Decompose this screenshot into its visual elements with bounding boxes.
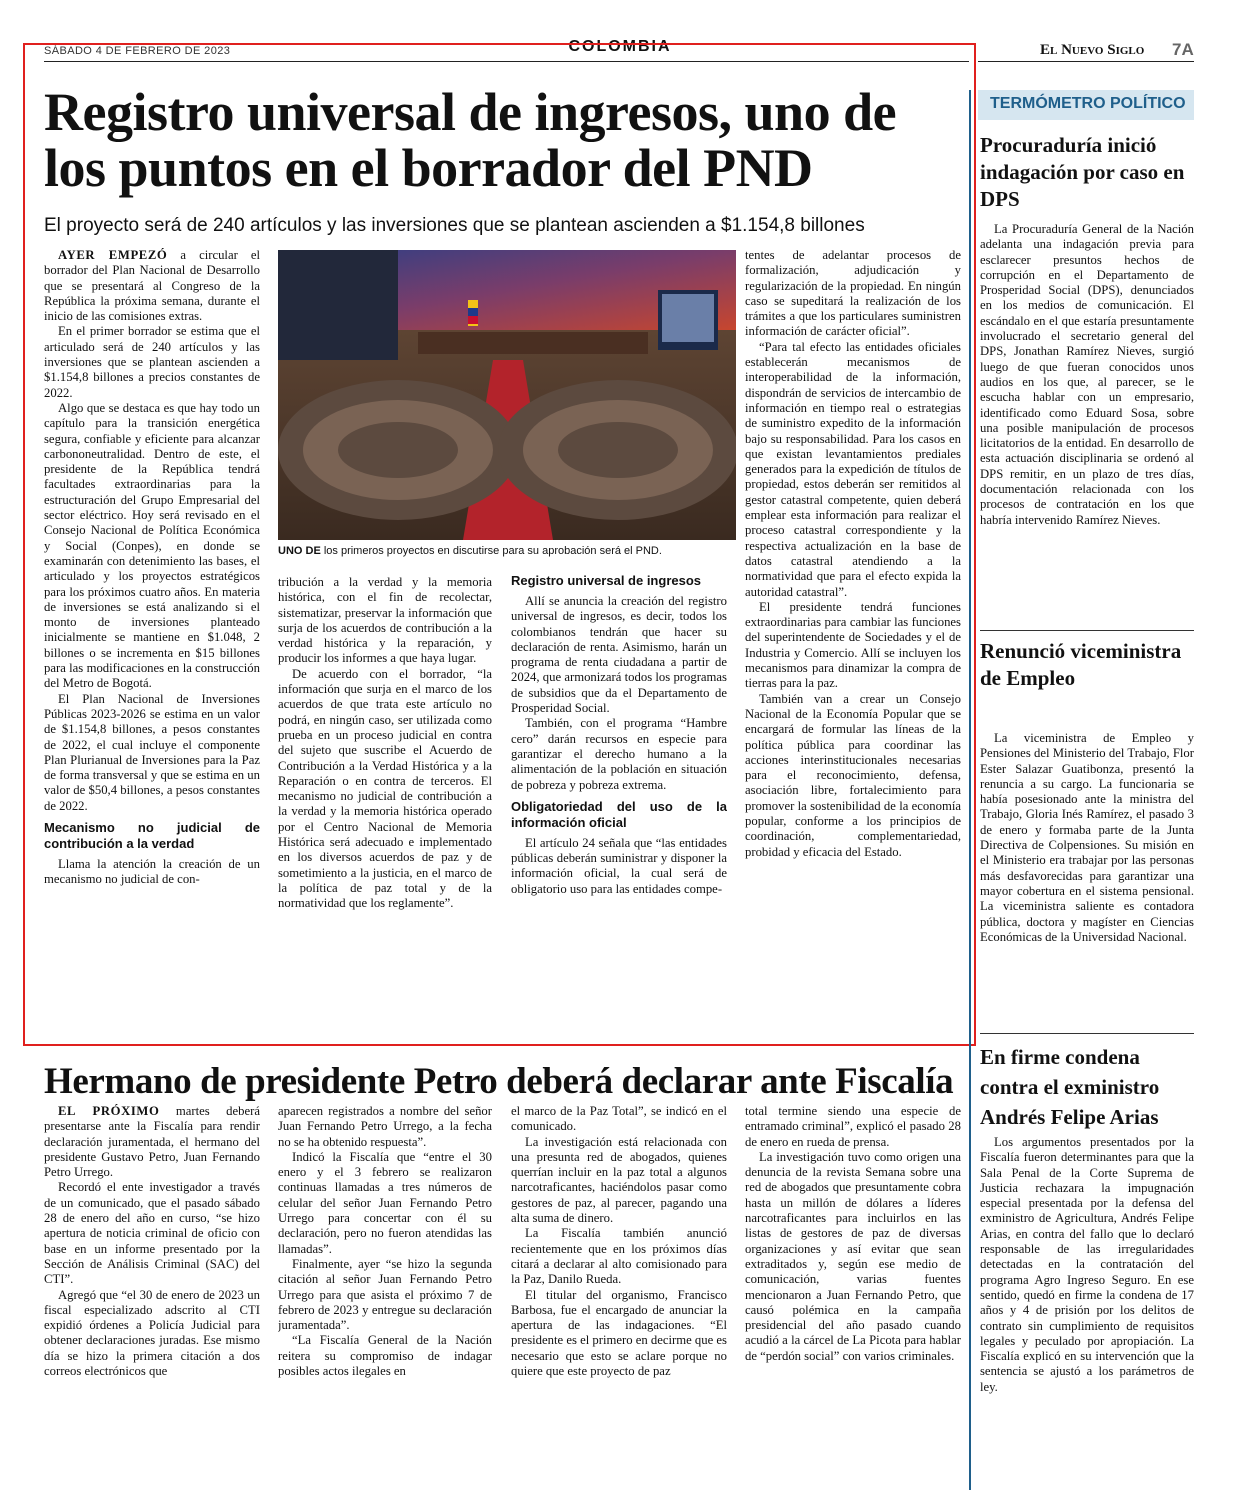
page-number: 7A: [1172, 40, 1194, 59]
section-subhead: Mecanismo no judicial de contribución a la verdad: [44, 819, 260, 851]
paragraph: “La Fiscalía General de la Nación reitera su compromiso de indagar posibles actos ilegales en: [278, 1333, 492, 1379]
paragraph: La investigación tuvo como origen una denuncia de la revista Semana sobre una red de abogados que presuntamente cobra hasta un millón de dólares a líderes narcotraficantes para incluirlos en las listas de gestores de paz de diversas organizaciones y así evitar que sean extraditados y, según ese medio de comunicación, varias fuentes mencionaron a Juan Fernando Petro, que causó polémica en la campaña presidencial del año pasado cuando acudió a la cárcel de La Picota para hablar de “perdón social” con varios criminales.: [745, 1149, 961, 1363]
article-column-1: [44, 248, 260, 1038]
section-subhead: Registro universal de ingresos: [511, 573, 702, 588]
paragraph: tentes de adelantar procesos de formalización, adjudicación y regularización de la propiedad. En ningún caso se supeditará la realización de los trámites a que los particulares suministren información de carácter oficial”.: [745, 248, 961, 339]
paragraph: De acuerdo con el borrador, “la información que surja en el marco de los acuerdos de que trata este artículo no podrá, en ningún caso, ser utilizada como prueba en un proceso judicial en contra del sujeto que suscribe el Acuerdo de Contribución a la Verdad Histórica y a la Reparación o en contra de terceros. El mecanismo no judicial de contribución a la verdad y la memoria histórica operado por el Centro Nacional de Memoria Histórica será adecuado e implementado en los diversos acuerdos de paz y de sometimiento a la justicia, en el marco de la política de paz total y de la normatividad que los reglamente”.: [278, 666, 492, 911]
sidebar-headline: En firme condena contra el exministro Andrés Felipe Arias: [980, 1045, 1160, 1129]
article-column-2: [278, 575, 492, 1038]
paragraph: La investigación está relacionada con una presunta red de abogados, quienes querrían incluir en la paz total a algunos narcotraficantes, haciéndolos pasar como gestores de paz, al parecer, pagando una alta suma de dinero.: [511, 1134, 727, 1226]
paragraph: Indicó la Fiscalía que “entre el 30 enero y el 3 febrero se realizaron continuas llamadas a tres números de celular del señor Juan Fernando Petro Urrego para concertar con él su declaración, pero no fueron atendidas las llamadas”.: [278, 1149, 492, 1256]
paragraph: aparecen registrados a nombre del señor Juan Fernando Petro Urrego, a la fecha no se ha obtenido respuesta”.: [278, 1104, 492, 1149]
section-subhead: Obligatoriedad del uso de la información oficial: [511, 798, 727, 830]
section-label: COLOMBIA: [568, 38, 672, 54]
paragraph: total termine siendo una especie de entramado criminal”, explicó el pasado 28 de enero en rueda de prensa.: [745, 1104, 961, 1149]
paragraph: “Para tal efecto las entidades oficiales establecerán mecanismos de interoperabilidad de la información, dispondrán de servicios de intercambio de información en tiempo real o estrategias de suministro expedito de la información bajo su responsabilidad. Para los casos en que existan levantamientos prediales generados para la expedición de títulos de propiedad, estos deberán ser remitidos al gestor catastral competente, quien deberá emplear esta información para realizar el proceso catastral correspondiente y la respectiva actualización en la base de datos catastral atendiendo a la normatividad que para el efecto expida la autoridad catastral”.: [745, 339, 961, 599]
lead-kicker: EL PRÓXIMO: [58, 1104, 160, 1118]
article-column-4: [745, 248, 961, 1038]
paragraph: También van a crear un Consejo Nacional de la Economía Popular que se encargará de formular las líneas de la política pública para coordinar las acciones interinstitucionales necesarias para el reconocimiento, defensa, asociación libre, fortalecimiento para promover la sostenibilidad de la economía popular, conforme a los principios de coordinación, complementariedad, probidad y eficacia del Estado.: [745, 691, 961, 859]
paragraph: En el primer borrador se estima que el articulado será de 240 artículos y las inversiones que se plantean ascienden a $1.154,8 billones a precios constantes de 2022.: [44, 324, 260, 400]
sidebar-story-body: [980, 731, 1194, 1023]
paragraph: Los argumentos presentados por la Fiscalía fueron determinantes para que la Sala Penal de la Corte Suprema de Justicia rechazara la impugnación especial presentada por la defensa del exministro de Agricultura, Andrés Felipe Arias, en contra del fallo que lo declaró responsable de las irregularidades detectadas en la contratación del programa Agro Ingreso Seguro. En ese sentido, quedó en firme la condena de 17 años y 4 de prisión por los delitos de contrato sin cumplimiento de requisitos legales y peculado por apropiación. La Fiscalía explicó en su intervención que la sentencia se ajustó a los parámetros de ley.: [980, 1135, 1194, 1394]
second-article-headline: Hermano de presidente Petro deberá declarar ante Fiscalía: [44, 1061, 954, 1102]
paragraph: a circular el borrador del Plan Nacional de Desarrollo que se presentará al Congreso de la República la próxima semana, durante el inicio de las comisiones extras.: [44, 248, 260, 324]
sidebar-headline: Procuraduría inició indagación por caso en DPS: [980, 133, 1185, 211]
sidebar-story-body: [980, 222, 1194, 622]
second-column-1: [44, 1104, 260, 1484]
paragraph: El presidente tendrá funciones extraordinarias para cambiar las funciones del superintendente de Sociedades y el de Industria y Comercio. Allí se incluyen los mecanismos para dinamizar la compra de tierras para la paz.: [745, 599, 961, 691]
article-column-3: [511, 573, 727, 1038]
paragraph: La viceministra de Empleo y Pensiones del Ministerio del Trabajo, Flor Ester Salazar Guatibonza, presentó la renuncia a su cargo. La funcionaria se había posesionado ante la ministra del Trabajo, Gloria Inés Ramírez, el pasado 3 de enero y formaba parte de la Junta Directiva de Colpensiones. Su misión en el Ministerio era trabajar por las personas más desfavorecidas para garantizar una mayor cobertura en el sistema pensional. La viceministra saliente es contadora pública, doctora y magíster en Ciencias Económicas de la Universidad Nacional.: [980, 731, 1194, 944]
caption-text: los primeros proyectos en discutirse para su aprobación será el PND.: [320, 545, 662, 557]
photo-caption: [278, 544, 738, 558]
second-column-3: [511, 1104, 727, 1484]
congress-chamber-image: [278, 250, 736, 540]
paragraph: El artículo 24 señala que “las entidades públicas deberán suministrar y disponer la información oficial, la cual será de obligatorio uso para las entidades compe-: [511, 835, 727, 896]
paragraph: el marco de la Paz Total”, se indicó en el comunicado.: [511, 1104, 727, 1134]
sidebar-separator: [980, 630, 1194, 631]
paragraph: El titular del organismo, Francisco Barbosa, fue el encargado de anunciar la apertura de las indagaciones. “El presidente es el primero en decirme que es necesario que esto se aclare porque no quiere que este proyecto de paz: [511, 1287, 727, 1379]
paragraph: Allí se anuncia la creación del registro universal de ingresos, es decir, todos los colombianos tendrán que hacer su declaración de renta. Asimismo, harán un programa de renta ciudadana a partir de 2024, que armonizará todos los programas de subsidios que da el Departamento de Prosperidad Social.: [511, 594, 727, 716]
second-column-2: [278, 1104, 492, 1484]
paragraph: El Plan Nacional de Inversiones Públicas 2023-2026 se estima en un valor de $1.154,8 billones, a pesos constantes de 2022, el cual incluye el componente Plan Plurianual de Inversiones para la Paz de forma transversal y que se estima en un valor de $50,4 billones, a pesos constantes de 2022.: [44, 691, 260, 813]
paragraph: Recordó el ente investigador a través de un comunicado, que el pasado sábado 28 de enero del año en curso, “se hizo apertura de noticia criminal de oficio con base en un informe presentado por la Sección de Análisis Criminal (SAC) del CTI”.: [44, 1180, 260, 1287]
paragraph: La Fiscalía también anunció recientemente que en los próximos días citará a declarar al alto comisionado para la Paz, Danilo Rueda.: [511, 1226, 727, 1287]
sidebar-story-body: [980, 1135, 1194, 1485]
sidebar-headline: Renunció viceministra de Empleo: [980, 639, 1182, 690]
article-headline: Registro universal de ingresos, uno de los puntos en el borrador del PND: [44, 82, 897, 198]
article-subheadline: El proyecto será de 240 artículos y las inversiones que se plantean ascienden a $1.154,8 billones: [44, 215, 865, 236]
congress-photo: [278, 250, 736, 540]
sidebar-divider: [969, 90, 971, 1490]
paragraph: martes deberá presentarse ante la Fiscalía para rendir declaración juramentada, el hermano del presidente Gustavo Petro, Juan Fernando Petro Urrego.: [44, 1104, 260, 1180]
paragraph: Finalmente, ayer “se hizo la segunda citación al señor Juan Fernando Petro Urrego para que asista el próximo 7 de febrero de 2023 y entregue su declaración juramentada”.: [278, 1256, 492, 1333]
lead-kicker: AYER EMPEZÓ: [58, 248, 168, 262]
issue-date: SÁBADO 4 DE FEBRERO DE 2023: [44, 45, 231, 57]
paragraph: Agregó que “el 30 de enero de 2023 un fiscal especializado adscrito al CTI expidió órdenes a Policía Judicial para obtener declaraciones juradas. Ese mismo día se hizo la primera citación a dos correos electrónicos que: [44, 1287, 260, 1379]
sidebar-section-tag: TERMÓMETRO POLÍTICO: [978, 90, 1194, 120]
newspaper-masthead: El Nuevo Siglo: [1040, 42, 1145, 58]
paragraph: También, con el programa “Hambre cero” darán recursos en especie para garantizar el derecho humano a la alimentación de la población en situación de pobreza y pobreza extrema.: [511, 716, 727, 792]
paragraph: Algo que se destaca es que hay todo un capítulo para la transición energética segura, confiable y eficiente para alcanzar carbononeutralidad. Dentro de este, el presidente de la República tendrá facultades extraordinarias para la estructuración del Grupo Empresarial del sector eléctrico. Hoy será revisado en el Consejo Nacional de Política Económica y Social (Conpes), en donde se examinarán con detenimiento las bases, el articulado y los proyectos estratégicos para los próximos cuatro años. En materia de inversiones se está analizando si el monto de inversiones planteado inicialmente se mantiene en $1.048, 2 billones o se incrementa en $15 billones para las modificaciones en la construcción del Metro de Bogotá.: [44, 400, 260, 691]
header-rule-sidebar: [978, 61, 1194, 62]
caption-lead: UNO DE: [278, 545, 321, 557]
paragraph: La Procuraduría General de la Nación adelanta una indagación previa para esclarecer presuntos hechos de corrupción en el Departamento de Prosperidad Social (DPS), denunciados en los medios de comunicación. El escándalo en el que estaría presuntamente involucrado el secretario general del DPS, Jonathan Ramírez Nieves, surgió luego de que fueran conocidos unos audios en los que, al parecer, se le escucha hablar con un empresario, identificado como Eduard Sosa, sobre una posible manipulación de procesos licitatorios de la entidad. En desarrollo de esta actuación disciplinaria se ordenó al DPS remitir, en un plazo de tres días, documentación relacionada con los procesos de contratación en los que habría intervenido Ramírez Nieves.: [980, 222, 1194, 527]
second-column-4: [745, 1104, 961, 1484]
paragraph: Llama la atención la creación de un mecanismo no judicial de con-: [44, 856, 260, 887]
paragraph: tribución a la verdad y la memoria histórica, con el fin de recolectar, sistematizar, preservar la información que surja de los acuerdos de contribución a la verdad histórica y la reparación, y producir los informes a que haya lugar.: [278, 575, 492, 666]
sidebar-separator: [980, 1033, 1194, 1034]
